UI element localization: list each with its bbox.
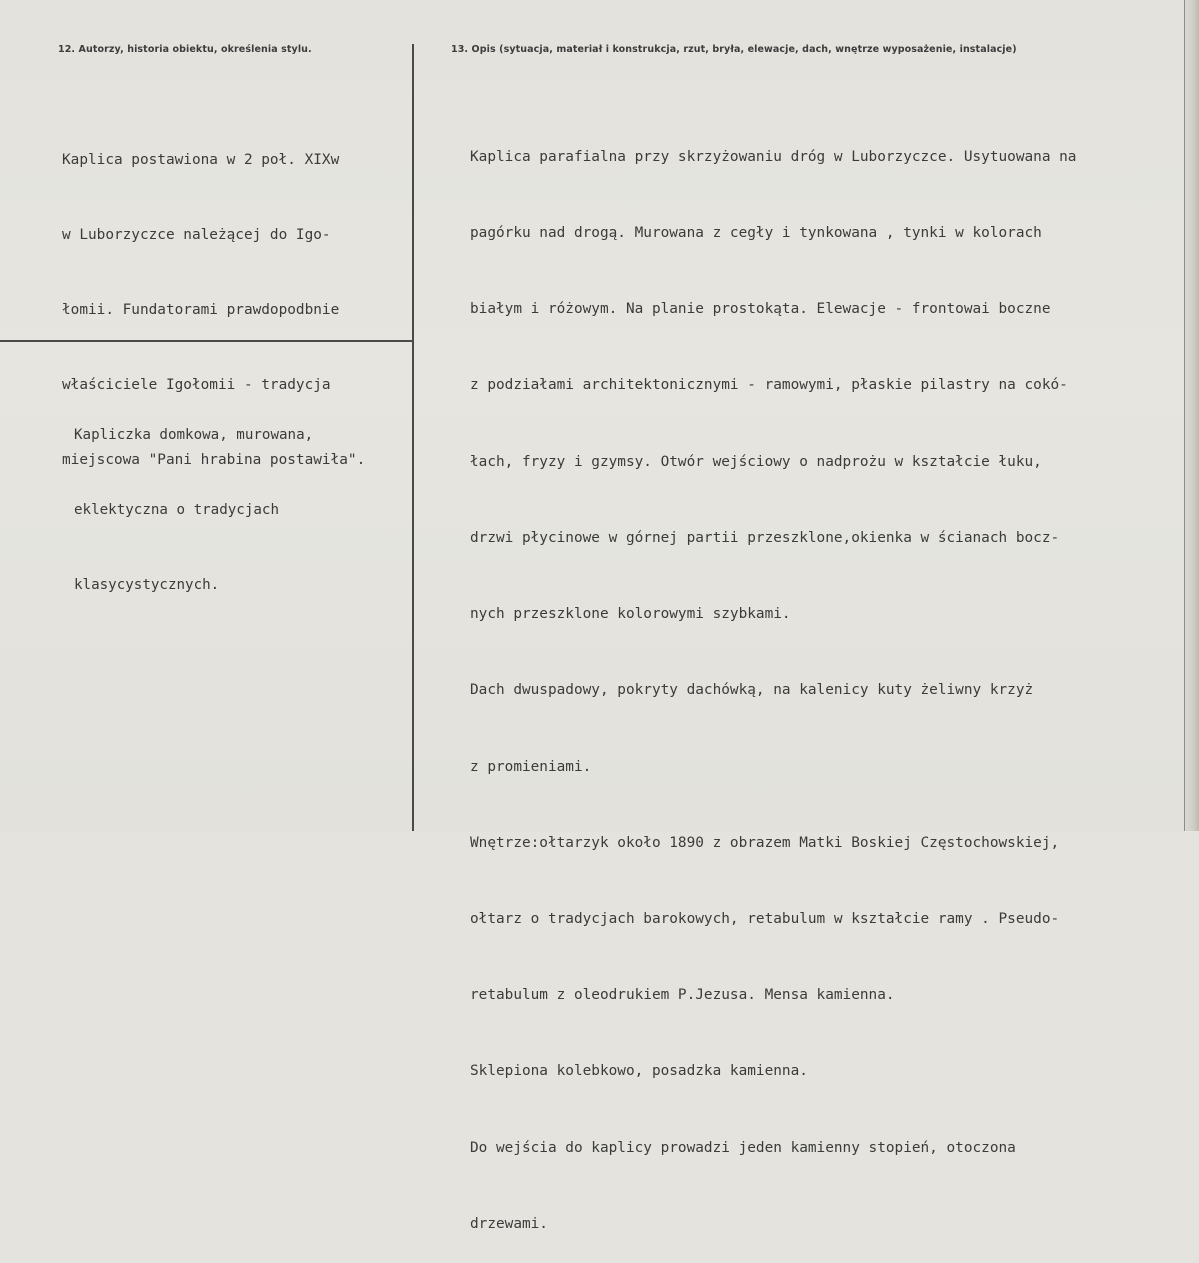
text-line: Kaplica postawiona w 2 poł. XIXw bbox=[62, 152, 340, 168]
text-line: nych przeszklone kolorowymi szybkami. bbox=[470, 606, 791, 623]
text-line: Kapliczka domkowa, murowana, bbox=[74, 427, 314, 443]
text-line: eklektyczna o tradycjach bbox=[74, 502, 279, 518]
text-line: właściciele Igołomii - tradycja bbox=[62, 377, 331, 393]
text-line: miejscowa "Pani hrabina postawiła". bbox=[62, 452, 366, 468]
text-line: Dach dwuspadowy, pokryty dachówką, na kalenicy kuty żeliwny krzyż bbox=[470, 682, 1034, 699]
text-line: łomii. Fundatorami prawdopodbnie bbox=[62, 302, 340, 318]
text-line: drzwi płycinowe w górnej partii przeszklone,okienka w ścianach bocz- bbox=[470, 529, 1060, 546]
text-line: łach, fryzy i gzymsy. Otwór wejściowy o nadprożu w kształcie łuku, bbox=[470, 453, 1042, 470]
section-13-header: 13. Opis (sytuacja, materiał i konstrukcja, rzut, bryła, elewacje, dach, wnętrze wyposażenie, instalacje) bbox=[451, 44, 1017, 55]
text-line: Do wejścia do kaplicy prowadzi jeden kamienny stopień, otoczona bbox=[470, 1139, 1016, 1156]
text-line: klasycystycznych. bbox=[74, 577, 220, 593]
description-text bbox=[470, 94, 1076, 1263]
text-line: ołtarz o tradycjach barokowych, retabulum w kształcie ramy . Pseudo- bbox=[470, 911, 1060, 927]
text-line: retabulum z oleodrukiem P.Jezusa. Mensa kamienna. bbox=[470, 987, 895, 1004]
text-line: z promieniami. bbox=[470, 758, 592, 775]
text-line: Kaplica parafialna przy skrzyżowaniu dróg w Luborzyczce. Usytuowana na bbox=[470, 148, 1077, 165]
text-line: z podziałami architektonicznymi - ramowymi, płaskie pilastry na cokó- bbox=[470, 377, 1068, 394]
text-line: w Luborzyczce należącej do Igo- bbox=[62, 227, 331, 243]
card-edge-line bbox=[1184, 0, 1185, 831]
style-text bbox=[74, 373, 313, 623]
column-divider bbox=[412, 44, 414, 831]
card-edge bbox=[1184, 0, 1199, 831]
text-line: białym i różowym. Na planie prostokąta. Elewacje - frontowai boczne bbox=[470, 301, 1051, 318]
section-12-header: 12. Autorzy, historia obiektu, określenia stylu. bbox=[58, 44, 312, 55]
text-line: drzewami. bbox=[470, 1215, 548, 1232]
text-line: Wnętrze:ołtarzyk około 1890 z obrazem Matki Boskiej Częstochowskiej, bbox=[470, 834, 1060, 851]
text-line: Sklepiona kolebkowo, posadzka kamienna. bbox=[470, 1063, 808, 1080]
text-line: pagórku nad drogą. Murowana z cegły i tynkowana , tynki w kolorach bbox=[470, 225, 1042, 242]
